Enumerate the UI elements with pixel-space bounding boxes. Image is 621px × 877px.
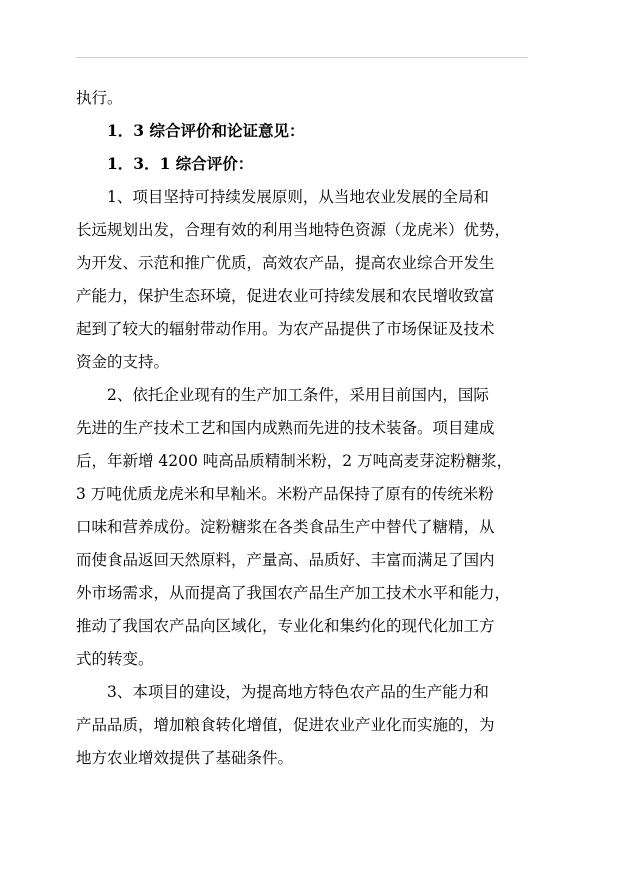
paragraph-line: 后，年新增 4200 吨高品质精制米粉，2 万吨高麦芽淀粉糖浆， (76, 452, 513, 470)
paragraph-line: 为开发、示范和推广优质，高效农产品，提高农业综合开发生 (76, 254, 495, 272)
section-heading-1-3: 1．3 综合评价和论证意见： (107, 121, 305, 140)
page-header-rule (76, 57, 528, 58)
paragraph-line: 产品品质，增加粮食转化增值，促进农业产业化而实施的，为 (76, 716, 495, 734)
paragraph-line: 外市场需求，从而提高了我国农产品生产加工技术水平和能力， (76, 584, 511, 602)
paragraph-line: 而使食品返回天然原料，产量高、品质好、丰富而满足了国内 (76, 551, 495, 569)
intro-line: 执行。 (76, 89, 123, 107)
paragraph-line: 3、本项目的建设，为提高地方特色农产品的生产能力和 (107, 683, 489, 701)
paragraph-line: 2、依托企业现有的生产加工条件，采用目前国内，国际 (107, 386, 489, 404)
paragraph-line: 地方农业增效提供了基础条件。 (76, 749, 294, 767)
paragraph-line: 先进的生产技术工艺和国内成熟而先进的技术装备。项目建成 (76, 419, 495, 437)
paragraph-line: 产能力，保护生态环境，促进农业可持续发展和农民增收致富 (76, 287, 495, 305)
paragraph-line: 口味和营养成份。淀粉糖浆在各类食品生产中替代了糖精，从 (76, 518, 495, 536)
paragraph-line: 推动了我国农产品向区域化，专业化和集约化的现代化加工方 (76, 617, 495, 635)
paragraph-line: 1、项目坚持可持续发展原则，从当地农业发展的全局和 (107, 188, 489, 206)
paragraph-line: 3 万吨优质龙虎米和早籼米。米粉产品保持了原有的传统米粉 (76, 485, 494, 503)
paragraph-line: 起到了较大的辐射带动作用。为农产品提供了市场保证及技术 (76, 320, 495, 338)
paragraph-line: 长远规划出发，合理有效的利用当地特色资源（龙虎米）优势， (76, 221, 511, 239)
paragraph-line: 式的转变。 (76, 650, 154, 668)
section-heading-1-3-1: 1．3．1 综合评价： (107, 154, 254, 173)
paragraph-line: 资金的支持。 (76, 353, 170, 371)
